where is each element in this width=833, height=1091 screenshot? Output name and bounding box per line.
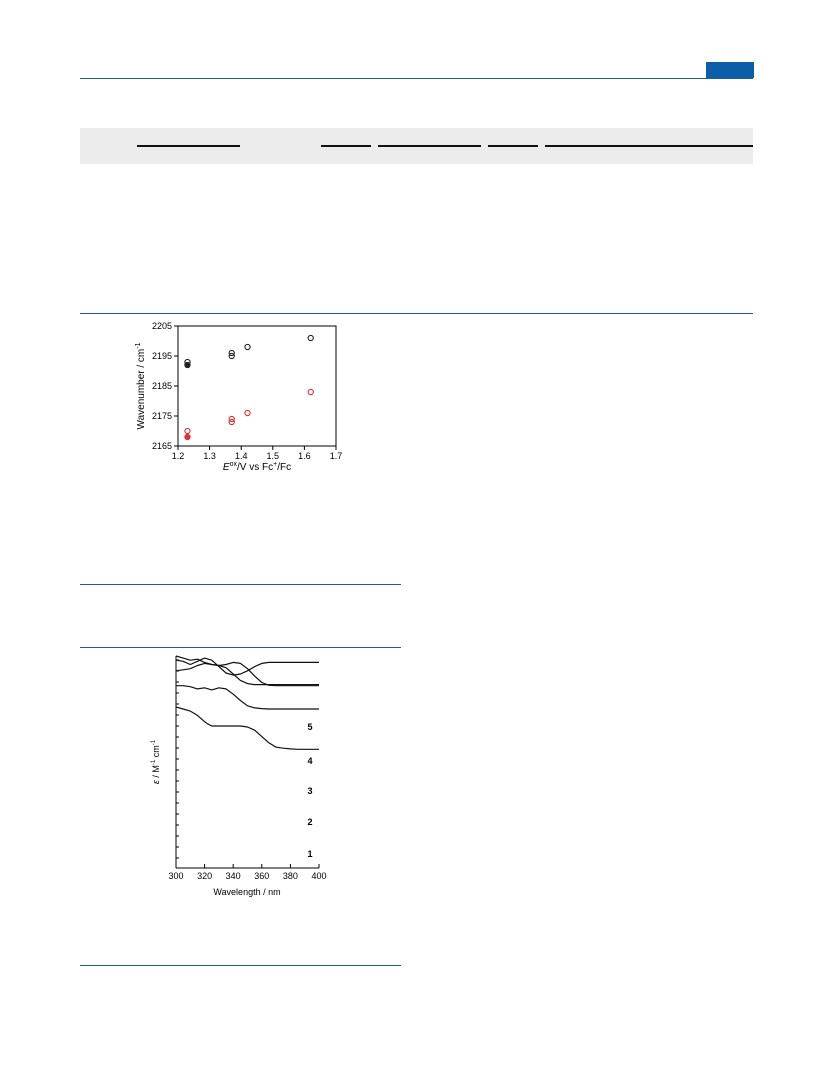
y-tick-label: 2185 bbox=[151, 381, 172, 391]
x-tick-label: 1.5 bbox=[266, 451, 280, 461]
figure1-top-rule bbox=[80, 313, 753, 314]
spectrum-curve bbox=[176, 707, 319, 749]
x-axis-ticks bbox=[172, 446, 343, 461]
data-point bbox=[245, 410, 250, 415]
header-rule bbox=[80, 78, 753, 79]
curve-label: 4 bbox=[307, 756, 313, 766]
y-tick-label: 2195 bbox=[151, 351, 172, 361]
x-tick-label: 300 bbox=[168, 871, 184, 881]
data-points bbox=[185, 335, 313, 439]
y-axis-ticks bbox=[152, 321, 178, 451]
spectra-curves bbox=[176, 656, 319, 749]
plot-frame bbox=[178, 326, 336, 446]
spectrum-curve bbox=[176, 663, 319, 684]
data-point bbox=[185, 362, 190, 367]
x-axis-label: Wavelength / nm bbox=[213, 887, 281, 897]
curve-label: 5 bbox=[307, 722, 313, 732]
spectrum-curve bbox=[176, 686, 319, 709]
x-tick-label: 380 bbox=[282, 871, 298, 881]
figure1-scatter-chart bbox=[120, 318, 360, 478]
y-axis-label: Wavenumber / $cm^{-1}$ bbox=[135, 342, 147, 430]
figure2-bottom-rule bbox=[80, 965, 401, 966]
data-point bbox=[185, 428, 190, 433]
y-tick-label: 2165 bbox=[151, 441, 172, 451]
figure2-spectra-chart bbox=[150, 650, 340, 900]
x-tick-label: 340 bbox=[225, 871, 241, 881]
data-point bbox=[308, 389, 313, 394]
x-axis-label: $E^{ox}/V$ vs Fc+/Fc bbox=[222, 461, 292, 473]
x-tick-label: 400 bbox=[311, 871, 327, 881]
table-column-rule bbox=[321, 145, 371, 147]
curve-labels bbox=[307, 722, 312, 859]
data-point bbox=[245, 344, 250, 349]
data-point bbox=[308, 335, 313, 340]
x-tick-label: 1.2 bbox=[171, 451, 185, 461]
table-column-rule bbox=[488, 145, 538, 147]
curve-label: 1 bbox=[307, 849, 313, 859]
data-point bbox=[185, 434, 190, 439]
x-tick-label: 1.6 bbox=[298, 451, 311, 461]
x-tick-label: 320 bbox=[197, 871, 213, 881]
x-tick-label: 1.7 bbox=[329, 451, 343, 461]
table-column-rule bbox=[137, 145, 240, 147]
figure2-top-rule bbox=[80, 647, 401, 648]
curve-label: 2 bbox=[307, 817, 313, 827]
table-column-rule bbox=[378, 145, 481, 147]
x-tick-label: 1.3 bbox=[203, 451, 216, 461]
y-tick-label: 2175 bbox=[151, 411, 172, 421]
x-tick-label: 360 bbox=[254, 871, 270, 881]
y-axis-label: ε / $M^{-1}$ $cm^{-1}$ bbox=[151, 739, 161, 785]
header-badge bbox=[706, 62, 754, 78]
table-column-rule bbox=[545, 145, 753, 147]
spectrum-curve bbox=[176, 658, 319, 675]
figure1-bottom-rule bbox=[80, 584, 401, 585]
x-axis-ticks bbox=[168, 864, 326, 881]
y-tick-label: 2205 bbox=[151, 321, 172, 331]
x-tick-label: 1.4 bbox=[234, 451, 248, 461]
curve-label: 3 bbox=[307, 786, 313, 796]
